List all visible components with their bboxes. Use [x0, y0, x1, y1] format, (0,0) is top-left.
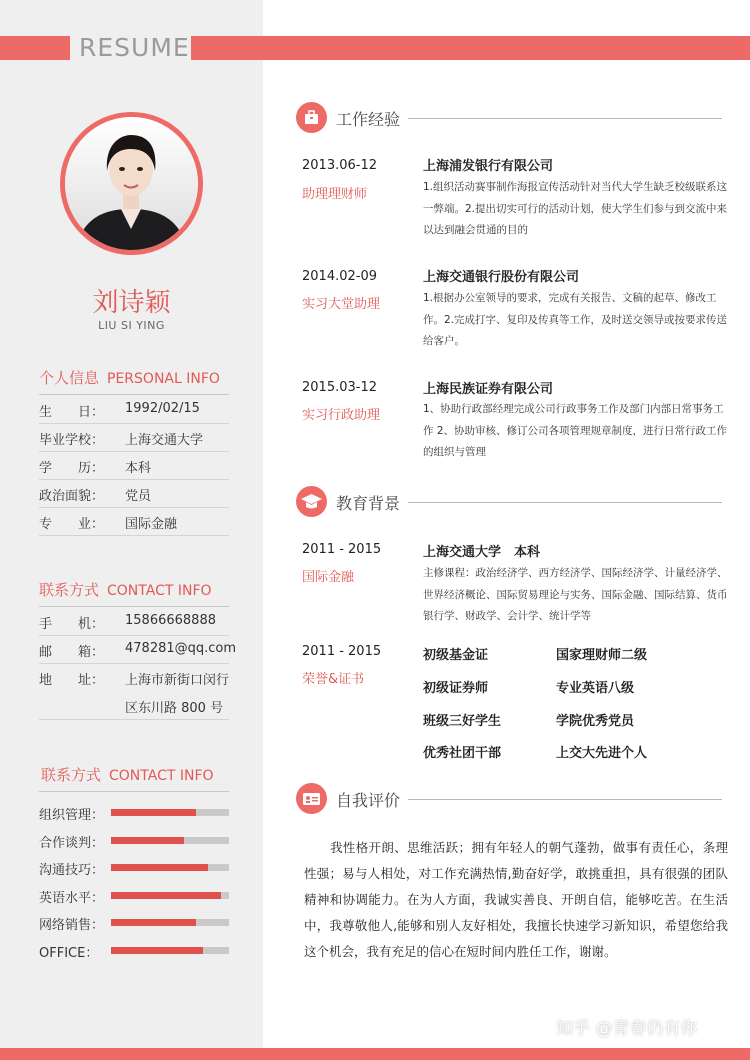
- work-section-title: 工作经验: [336, 110, 401, 129]
- work-period: 2015.03-12: [302, 380, 377, 395]
- section-rule: [408, 799, 722, 800]
- info-value: 国际金融: [125, 517, 178, 532]
- header-bar-right: [191, 36, 750, 60]
- info-value: 区东川路 800 号: [125, 701, 224, 716]
- info-label: 邮 箱：: [39, 645, 105, 660]
- skill-label: 沟通技巧：: [39, 863, 105, 878]
- info-row-school: [39, 424, 229, 452]
- self-eval-section-header: [296, 783, 722, 817]
- contact-info-title-en: CONTACT INFO: [107, 583, 212, 599]
- certificate-item: 初级证券师: [423, 681, 489, 696]
- info-value: 1992/02/15: [125, 401, 200, 416]
- education-major: 国际金融: [302, 570, 355, 585]
- skill-bar-track: [111, 919, 229, 926]
- skill-bar-track: [111, 837, 229, 844]
- skill-bar-fill: [111, 947, 203, 954]
- work-role: 实习大堂助理: [302, 297, 381, 312]
- education-section-header: [296, 486, 722, 520]
- skill-row: [39, 832, 231, 852]
- work-role: 助理理财师: [302, 187, 368, 202]
- resume-heading: RESUME: [79, 33, 190, 62]
- info-row-address: [39, 664, 229, 692]
- work-role: 实习行政助理: [302, 408, 381, 423]
- work-period: 2014.02-09: [302, 269, 377, 284]
- skill-row: [39, 887, 231, 907]
- certificate-item: 优秀社团干部: [423, 746, 502, 761]
- skill-label: 网络销售：: [39, 918, 105, 933]
- certificate-item: 学院优秀党员: [556, 714, 635, 729]
- personal-info-title: [39, 367, 220, 388]
- work-period: 2013.06-12: [302, 158, 377, 173]
- watermark: 知乎 @青春仍有你: [556, 1019, 698, 1039]
- info-value: 本科: [125, 461, 152, 476]
- work-section-header: [296, 102, 722, 136]
- education-courses: 主修课程：政治经济学、西方经济学、国际经济学、计量经济学、世界经济概论、国际贸易理论与实务、国际金融、国际结算、货币银行学、财政学、会计学、统计学等: [423, 567, 728, 622]
- info-label: 专 业：: [39, 517, 105, 532]
- skill-bar-fill: [111, 892, 221, 899]
- info-row-email: [39, 636, 237, 664]
- skill-bar-fill: [111, 837, 184, 844]
- skill-row: [39, 804, 231, 824]
- skill-bar-track: [111, 809, 229, 816]
- honors-label: 荣誉&证书: [302, 672, 365, 687]
- info-label: 手 机：: [39, 617, 105, 632]
- skill-bar-track: [111, 892, 229, 899]
- skill-bar-track: [111, 864, 229, 871]
- education-section-title: 教育背景: [336, 494, 401, 513]
- name-chinese: 刘诗颖: [92, 288, 171, 318]
- info-row-address-cont: [39, 692, 229, 720]
- work-company: 上海民族证券有限公司: [423, 382, 554, 397]
- info-label: 地 址：: [39, 673, 105, 688]
- skills-title-cn: 联系方式: [41, 766, 102, 784]
- section-rule: [408, 502, 722, 503]
- skills-title: [41, 764, 214, 785]
- info-value: 15866668888: [125, 613, 216, 628]
- info-label: 生 日：: [39, 405, 105, 420]
- info-row-phone: [39, 608, 229, 636]
- footer-bar: [0, 1048, 750, 1060]
- work-description: 1.组织活动赛事制作海报宣传活动针对当代大学生缺乏校级联系这一弊端。2.提出切实可行的活动计划，使大学生们参与到交流中来以达到融会贯通的目的: [423, 181, 728, 236]
- section-divider: [39, 394, 229, 395]
- info-value: 上海交通大学: [125, 433, 204, 448]
- id-card-icon: [296, 783, 327, 814]
- header-bar-left: [0, 36, 70, 60]
- skill-bar-fill: [111, 809, 196, 816]
- section-rule: [408, 118, 722, 119]
- education-school: 上海交通大学 本科: [423, 545, 541, 560]
- info-row-major: [39, 508, 229, 536]
- info-label: 学 历：: [39, 461, 105, 476]
- name-english: LIU SI YING: [98, 319, 165, 332]
- work-company: 上海交通银行股份有限公司: [423, 270, 580, 285]
- personal-info-title-cn: 个人信息: [39, 369, 100, 387]
- info-label: 政治面貌：: [39, 489, 105, 504]
- work-company: 上海浦发银行有限公司: [423, 159, 554, 174]
- graduation-cap-icon: [296, 486, 327, 517]
- certificate-item: 初级基金证: [423, 648, 489, 663]
- skill-label: 英语水平：: [39, 891, 105, 906]
- work-description: 1.根据办公室领导的要求，完成有关报告、文稿的起草、修改工作。2.完成打字、复印及传真等工作，及时送交领导或按要求传送给客户。: [423, 292, 728, 347]
- honors-period: 2011 - 2015: [302, 644, 382, 659]
- contact-info-title-cn: 联系方式: [39, 581, 100, 599]
- skill-bar-fill: [111, 864, 208, 871]
- info-value: 478281@qq.com: [125, 641, 237, 656]
- info-value: 党员: [125, 489, 152, 504]
- self-eval-text: 我性格开朗、思维活跃；拥有年轻人的朝气蓬勃，做事有责任心，条理性强；易与人相处，对工作充满热情,勤奋好学，敢挑重担，具有很强的团队精神和协调能力。在为人方面，我诚实善良、开朗自信，能够吃苦。在生活中，我尊敬他人,能够和别人友好相处，我擅长快速学习新知识，希望您给我这个机会，我有充足的信心在短时间内胜任工作，谢谢。: [304, 840, 728, 959]
- self-eval-section-title: 自我评价: [336, 791, 401, 810]
- skills-title-en: CONTACT INFO: [109, 768, 214, 784]
- info-row-birthday: [39, 396, 229, 424]
- work-description: 1、协助行政部经理完成公司行政事务工作及部门内部日常事务工作 2、协助审核、修订公司各项管理规章制度，进行日常行政工作的组织与管理: [423, 403, 728, 458]
- certificate-item: 班级三好学生: [423, 714, 502, 729]
- certificate-item: 上交大先进个人: [556, 746, 648, 761]
- contact-info-title: [39, 579, 212, 600]
- profile-photo: [60, 112, 203, 255]
- skill-label: 组织管理：: [39, 808, 105, 823]
- info-row-political: [39, 480, 229, 508]
- skill-row: [39, 942, 231, 962]
- education-period: 2011 - 2015: [302, 542, 382, 557]
- skill-label: OFFICE：: [39, 946, 99, 961]
- skill-row: [39, 914, 231, 934]
- section-divider: [39, 606, 229, 607]
- skill-bar-track: [111, 947, 229, 954]
- info-label: 毕业学校：: [39, 433, 105, 448]
- section-divider: [39, 791, 229, 792]
- info-value: 上海市新街口闵行: [125, 673, 230, 688]
- certificate-item: 专业英语八级: [556, 681, 635, 696]
- info-row-degree: [39, 452, 229, 480]
- personal-info-title-en: PERSONAL INFO: [107, 371, 220, 387]
- certificate-item: 国家理财师二级: [556, 648, 648, 663]
- skill-row: [39, 859, 231, 879]
- briefcase-person-icon: [296, 102, 327, 133]
- skill-label: 合作谈判：: [39, 836, 105, 851]
- skill-bar-fill: [111, 919, 196, 926]
